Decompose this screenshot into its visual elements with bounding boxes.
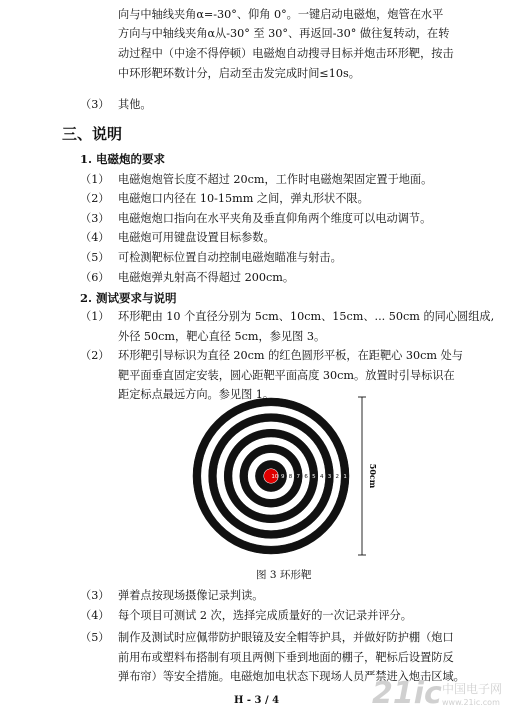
- ring-label-9: 9: [280, 474, 285, 481]
- intro-item3-text: 其他。: [118, 98, 152, 111]
- intro-line-4: 中环形靶环数计分，启动至击发完成时间≤10s。: [118, 67, 360, 80]
- dimension-label: 50cm: [368, 463, 378, 489]
- ring-label-4: 4: [319, 474, 324, 481]
- req-item-4-number: （4）: [80, 231, 110, 244]
- req-item-6-text: 电磁炮弹丸射高不得超过 200cm。: [118, 271, 295, 284]
- test-item-4-line-1: 每个项目可测试 2 次，选择完成质量好的一次记录并评分。: [118, 609, 412, 622]
- test-item-3-line-1: 弹着点按现场摄像记录判读。: [118, 589, 264, 602]
- test-item-1-line-2: 外径 50cm，靶心直径 5cm，参见图 3。: [118, 330, 326, 343]
- intro-line-3: 动过程中（中途不得停顿）电磁炮自动搜寻目标并炮击环形靶，按击: [118, 47, 454, 60]
- test-item-5-line-1: 制作及测试时应佩带防护眼镜及安全帽等护具，并做好防护棚（炮口: [118, 631, 454, 644]
- req-item-1-text: 电磁炮炮管长度不超过 20cm，工作时电磁炮架固定置于地面。: [118, 173, 433, 186]
- watermark-logo: 21ic: [372, 676, 442, 711]
- ring-label-1: 1: [343, 474, 347, 481]
- test-item-2-line-3: 距定标点最远方向。参见图 1。: [118, 388, 275, 401]
- req-item-3-number: （3）: [80, 212, 110, 225]
- subsection-1-heading: 1. 电磁炮的要求: [80, 152, 166, 166]
- test-item-4-number: （4）: [80, 609, 110, 622]
- intro-line-1: 向与中轴线夹角α=-30°、仰角 0°。一键启动电磁炮，炮管在水平: [118, 8, 444, 21]
- test-item-5-line-3: 弹布帘）等安全措施。电磁炮加电状态下现场人员严禁进入炮击区域。: [118, 670, 465, 683]
- test-item-3-number: （3）: [80, 589, 110, 602]
- req-item-5-text: 可检测靶标位置自动控制电磁炮瞄准与射击。: [118, 251, 342, 264]
- watermark-url: www.21ic.com: [442, 698, 500, 707]
- req-item-3-text: 电磁炮炮口指向在水平夹角及垂直仰角两个维度可以电动调节。: [118, 212, 432, 225]
- test-item-1-number: （1）: [80, 310, 110, 323]
- section-heading: 三、说明: [62, 125, 123, 143]
- test-item-2-line-2: 靶平面垂直固定安装，圆心距靶平面高度 30cm。放置时引导标识在: [118, 369, 455, 382]
- watermark-name: 中国电子网: [442, 682, 503, 696]
- req-item-5-number: （5）: [80, 251, 110, 264]
- test-item-1-line-1: 环形靶由 10 个直径分别为 5cm、10cm、15cm、... 50cm 的同心圆组成,: [118, 310, 495, 323]
- test-item-5-line-2: 前用布或塑料布搭制有项且两侧下垂到地面的棚子，靶标后设置防反: [118, 651, 454, 664]
- ring-label-10: 10: [271, 474, 279, 481]
- test-item-5-number: （5）: [80, 631, 110, 644]
- test-item-2-number: （2）: [80, 349, 110, 362]
- ring-label-8: 8: [288, 474, 293, 481]
- ring-label-7: 7: [296, 474, 301, 481]
- ring-label-5: 5: [312, 474, 316, 481]
- req-item-4-text: 电磁炮可用键盘设置目标参数。: [118, 231, 275, 244]
- ring-label-2: 2: [335, 474, 340, 481]
- figure-caption: 图 3 环形靶: [256, 569, 312, 581]
- intro-item3-number: （3）: [80, 98, 110, 111]
- subsection-2-heading: 2. 测试要求与说明: [80, 291, 177, 305]
- ring-target-figure: [178, 392, 388, 562]
- ring-label-6: 6: [304, 474, 308, 481]
- ring-label-3: 3: [327, 474, 332, 481]
- intro-line-2: 方向与中轴线夹角α从-30° 至 30°、再返回-30° 做往复转动，在转: [118, 27, 450, 40]
- page-number: H - 3 / 4: [234, 695, 280, 706]
- test-item-2-line-1: 环形靶引导标识为直径 20cm 的红色圆形平板，在距靶心 30cm 处与: [118, 349, 463, 362]
- req-item-6-number: （6）: [80, 271, 110, 284]
- req-item-2-text: 电磁炮口内径在 10-15mm 之间，弹丸形状不限。: [118, 192, 369, 205]
- req-item-2-number: （2）: [80, 192, 110, 205]
- req-item-1-number: （1）: [80, 173, 110, 186]
